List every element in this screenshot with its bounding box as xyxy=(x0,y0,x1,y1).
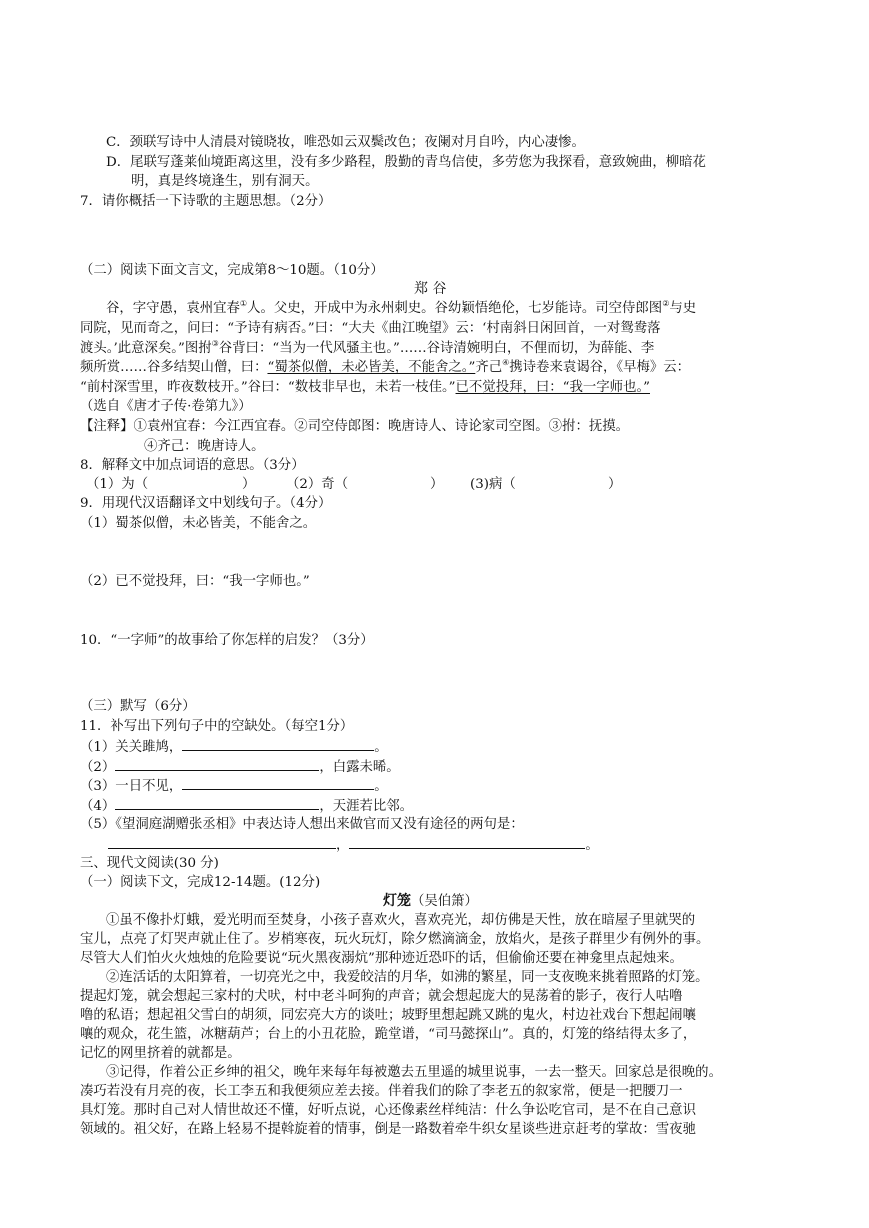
answer-blank[interactable] xyxy=(182,738,374,751)
passage-source: （选自《唐才子传·卷第九》） xyxy=(80,399,252,414)
footnote-mark: ③ xyxy=(211,339,219,348)
article-line: 提起灯笼，就会想起三家村的犬吠，村中老斗呵狗的声音；就会想起庞大的晃荡着的影子，夜行人咕噜 xyxy=(80,989,683,1004)
notes-line-1: 【注释】①袁州宜春：今江西宜春。②司空侍郎图：晚唐诗人、诗论家司空图。③拊：抚摸。 xyxy=(80,419,630,434)
text: （4） xyxy=(80,799,116,814)
q8-item-3-close: ） xyxy=(608,477,622,492)
article-line: 噜的私语；想起祖父雪白的胡须，同宏亮大方的谈吐；坡野里想起跳又跳的鬼火，村边社戏台下想起闹嚷 xyxy=(80,1008,696,1023)
article-line: 凑巧若没有月亮的夜，长工李五和我便须应差去接。伴着我们的除了李老五的叙家常，便是一把腰刀一 xyxy=(80,1084,683,1099)
q8-item-1-open: （1）为（ xyxy=(86,477,149,492)
text: （2） xyxy=(80,760,116,775)
question-9: 9．用现代汉语翻译文中划线句子。（4分） xyxy=(80,496,332,511)
footnote-mark: ② xyxy=(662,299,670,308)
part3-heading: （三）默写（6分） xyxy=(80,699,196,714)
q9-item-1: （1）蜀茶似僧，未必皆美，不能舍之。 xyxy=(80,516,317,531)
author: （吴伯箫） xyxy=(411,894,478,909)
text: 谷背曰：“当为一代风骚主也。”……谷诗清婉明白，不俚而切，为薛能、李 xyxy=(218,341,655,356)
dictation-line-5: （5）《望洞庭湖赠张丞相》中表达诗人想出来做官而又没有途径的两句是： xyxy=(80,817,524,832)
passage-line-4 xyxy=(80,359,690,376)
option-d-line2: 明，真是终境逢生，别有洞天。 xyxy=(131,174,319,189)
text: 频所赏……谷多结契山僧，曰： xyxy=(80,360,268,375)
underlined-sentence-1: “蜀茶似僧，未必皆美，不能舍之。” xyxy=(267,360,476,375)
dictation-line-3 xyxy=(80,777,388,795)
answer-blank[interactable] xyxy=(349,836,585,849)
passage-title-zheng-gu: 郑 谷 xyxy=(414,281,447,297)
text: 谷，字守愚，袁州宜春 xyxy=(106,301,240,316)
passage-line-5 xyxy=(80,379,650,396)
notes-line-2: ④齐己：晚唐诗人。 xyxy=(144,439,265,454)
q8-item-2-open: （2）奇（ xyxy=(286,477,349,492)
answer-blank[interactable] xyxy=(115,758,319,771)
question-10: 10．“一字师”的故事给了你怎样的启发？（3分） xyxy=(80,633,374,648)
text: 。 xyxy=(374,740,388,755)
passage-line-3 xyxy=(80,340,654,357)
article-line: 领域的。祖父好，在路上轻易不提斡旋着的情事，倒是一路数着牵牛织女星谈些进京赶考的掌故：雪夜驰 xyxy=(80,1122,696,1137)
article-line: 尽管大人们怕火火烛烛的危险要说“玩火黑夜溺炕”那种迹近恐吓的话，但偷偷还要在神龛里点起烛来。 xyxy=(80,951,683,966)
article-line: ①虽不像扑灯蛾，爱光明而至焚身，小孩子喜欢火，喜欢亮光，却仿佛是天性，放在暗屋子里就哭的 xyxy=(106,913,696,928)
text: “前村深雪里，昨夜数枝开。”谷曰：“数枝非早也，未若一枝佳。” xyxy=(80,380,456,395)
q9-item-2: （2）已不觉投拜，曰：“我一字师也。” xyxy=(80,574,310,589)
passage-line-1 xyxy=(106,300,696,317)
dictation-line-2 xyxy=(80,758,400,776)
text: （1）关关雎鸠， xyxy=(80,740,183,755)
dictation-line-1 xyxy=(80,738,388,756)
text: 携诗卷来袁谒谷，《早梅》云： xyxy=(509,360,691,375)
title-text: 灯笼 xyxy=(383,893,411,909)
q8-item-2-close: ） xyxy=(430,477,444,492)
article-line: ②连活话的太阳算着，一切亮光之中，我爱皎洁的月华，如沸的繁星，同一支夜晚来挑着照路的灯笼。 xyxy=(106,970,709,985)
question-7: 7．请你概括一下诗歌的主题思想。（2分） xyxy=(80,194,332,209)
article-line: 宝儿，点亮了灯哭声就止住了。岁梢寒夜，玩火玩灯，除夕燃滴滴金，放焰火，是孩子群里少有例外的事。 xyxy=(80,932,710,947)
footnote-mark: ④ xyxy=(502,358,510,367)
option-d-line1: D．尾联写蓬莱仙境距离这里，没有多少路程，殷勤的青鸟信使，多劳您为我探看，意致婉曲，柳暗花 xyxy=(106,155,706,170)
article-line: 具灯笼。那时自己对人情世故还不懂，好听点说，心还像素丝样纯洁：什么争讼吃官司，是不在自己意识 xyxy=(80,1103,696,1118)
answer-blank[interactable] xyxy=(182,777,374,790)
text: 渡头。’此意深矣。”图拊 xyxy=(80,341,212,356)
text: 。 xyxy=(585,838,599,853)
article-line: ③记得，作着公正乡绅的祖父，晚年来每年每被邀去五里遥的城里说事，一去一整天。回家总是很晚的。 xyxy=(106,1065,722,1080)
text: 齐己 xyxy=(475,360,503,375)
q8-item-1-close: ） xyxy=(242,477,256,492)
question-8: 8．解释文中加点词语的意思。（3分） xyxy=(80,458,305,473)
answer-blank[interactable] xyxy=(108,836,336,849)
answer-blank[interactable] xyxy=(115,797,319,810)
dictation-line-6 xyxy=(108,836,599,854)
text: （3）一日不见， xyxy=(80,779,183,794)
section3-heading: 三、现代文阅读(30 分) xyxy=(80,856,219,871)
text: ， xyxy=(336,838,350,853)
article-line: 嚷的观众，花生篮，冰糖葫芦；台上的小丑花脸，跪堂谱，“司马懿探山”。真的，灯笼的络结得太多了， xyxy=(80,1027,697,1042)
underlined-sentence-2: 已不觉投拜，曰：“我一字师也。” xyxy=(455,380,650,395)
text: 。 xyxy=(374,779,388,794)
question-11: 11．补写出下列句子中的空缺处。（每空1分） xyxy=(80,719,354,734)
text: ，天涯若比邻。 xyxy=(319,799,414,814)
text: 人。父史，开成中为永州刺史。谷幼颖悟绝伦，七岁能诗。司空侍郎图 xyxy=(247,301,663,316)
part2-heading: （二）阅读下面文言文，完成第8～10题。（10分） xyxy=(80,263,384,278)
article-line: 记忆的网里挤着的就都是。 xyxy=(80,1046,241,1061)
section3-subheading: （一）阅读下文，完成12-14题。(12分) xyxy=(80,875,321,890)
text: 与史 xyxy=(669,301,697,316)
q8-item-3-open: (3)病（ xyxy=(470,477,516,492)
option-c: C．颈联写诗中人清晨对镜晓妆，唯恐如云双鬓改色；夜阑对月自吟，内心凄惨。 xyxy=(106,135,585,150)
article-title xyxy=(383,893,478,910)
dictation-line-4 xyxy=(80,797,413,815)
footnote-mark: ① xyxy=(239,299,248,308)
text: ，白露未晞。 xyxy=(319,760,400,775)
passage-line-2: 同院，见而奇之，问曰：“予诗有病否。”曰：“大夫《曲江晚望》云：‘村南斜日闲回首，一对鸳鸯落 xyxy=(80,321,661,336)
